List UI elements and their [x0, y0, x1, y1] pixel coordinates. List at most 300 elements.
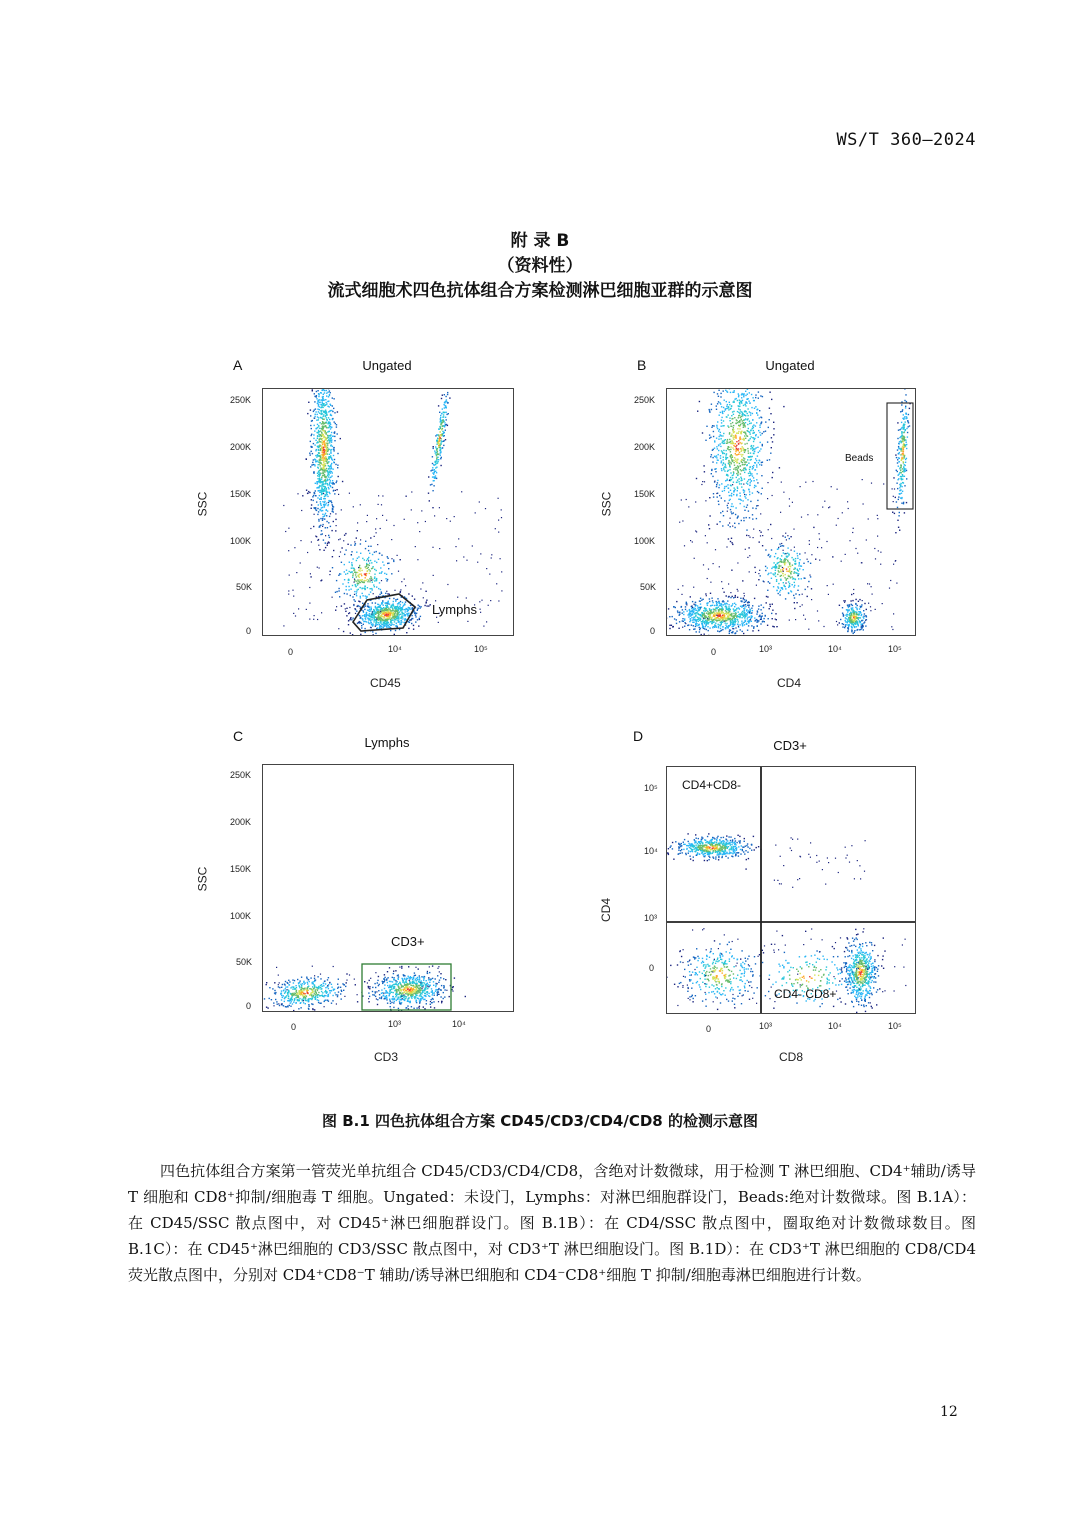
event-dot: [377, 611, 378, 612]
event-dot: [854, 630, 855, 631]
event-dot: [735, 461, 736, 462]
event-dot: [322, 400, 323, 401]
event-dot: [693, 587, 694, 588]
event-dot: [900, 483, 901, 484]
event-dot: [730, 446, 731, 447]
event-dot: [793, 529, 794, 530]
event-dot: [757, 505, 758, 506]
event-dot: [364, 609, 365, 610]
event-dot: [718, 450, 719, 451]
event-dot: [731, 511, 732, 512]
event-dot: [866, 539, 867, 540]
event-dot: [744, 510, 745, 511]
event-dot: [317, 438, 318, 439]
event-dot: [741, 601, 742, 602]
event-dot: [745, 391, 746, 392]
event-dot: [856, 608, 857, 609]
event-dot: [405, 585, 406, 586]
event-dot: [723, 420, 724, 421]
event-dot: [386, 591, 387, 592]
event-dot: [904, 455, 905, 456]
event-dot: [365, 580, 366, 581]
event-dot: [333, 461, 334, 462]
event-dot: [855, 624, 856, 625]
event-dot: [818, 620, 819, 621]
event-dot: [772, 604, 773, 605]
event-dot: [331, 410, 332, 411]
event-dot: [753, 441, 754, 442]
event-dot: [329, 454, 330, 455]
event-dot: [898, 448, 899, 449]
event-dot: [807, 514, 808, 515]
event-dot: [702, 481, 703, 482]
event-dot: [352, 585, 353, 586]
event-dot: [711, 618, 712, 619]
event-dot: [743, 622, 744, 623]
event-dot: [906, 478, 907, 479]
event-dot: [752, 466, 753, 467]
event-dot: [332, 597, 333, 598]
event-dot: [703, 465, 704, 466]
event-dot: [721, 462, 722, 463]
event-dot: [372, 579, 373, 580]
event-dot: [724, 443, 725, 444]
event-dot: [723, 592, 724, 593]
event-dot: [696, 623, 697, 624]
event-dot: [413, 629, 414, 630]
event-dot: [745, 464, 746, 465]
event-dot: [397, 619, 398, 620]
event-dot: [322, 533, 323, 534]
event-dot: [326, 402, 327, 403]
event-dot: [713, 436, 714, 437]
event-dot: [734, 465, 735, 466]
event-dot: [745, 404, 746, 405]
event-dot: [692, 607, 693, 608]
event-dot: [352, 596, 353, 597]
event-dot: [707, 611, 708, 612]
event-dot: [706, 613, 707, 614]
event-dot: [361, 627, 362, 628]
event-dot: [880, 552, 881, 553]
event-dot: [722, 588, 723, 589]
event-dot: [733, 469, 734, 470]
event-dot: [676, 601, 677, 602]
event-dot: [371, 617, 372, 618]
event-dot: [896, 583, 897, 584]
event-dot: [718, 504, 719, 505]
event-dot: [370, 546, 371, 547]
event-dot: [378, 495, 379, 496]
event-dot: [828, 507, 829, 508]
event-dot: [363, 612, 364, 613]
event-dot: [315, 411, 316, 412]
event-dot: [770, 555, 771, 556]
event-dot: [900, 448, 901, 449]
event-dot: [767, 625, 768, 626]
event-dot: [309, 587, 310, 588]
event-dot: [781, 561, 782, 562]
event-dot: [746, 507, 747, 508]
event-dot: [794, 602, 795, 603]
event-dot: [904, 427, 905, 428]
event-dot: [743, 610, 744, 611]
event-dot: [752, 507, 753, 508]
event-dot: [852, 611, 853, 612]
event-dot: [323, 493, 324, 494]
event-dot: [797, 555, 798, 556]
event-dot: [754, 485, 755, 486]
event-dot: [709, 528, 710, 529]
event-dot: [749, 494, 750, 495]
event-dot: [419, 606, 420, 607]
event-dot: [747, 448, 748, 449]
event-dot: [754, 620, 755, 621]
event-dot: [683, 611, 684, 612]
event-dot: [729, 465, 730, 466]
event-dot: [384, 614, 385, 615]
event-dot: [320, 473, 321, 474]
event-dot: [752, 492, 753, 493]
event-dot: [805, 589, 806, 590]
event-dot: [321, 442, 322, 443]
event-dot: [829, 506, 830, 507]
y-tick: 0: [650, 626, 656, 636]
event-dot: [709, 617, 710, 618]
event-dot: [726, 408, 727, 409]
event-dot: [423, 597, 424, 598]
event-dot: [901, 427, 902, 428]
event-dot: [778, 583, 779, 584]
event-dot: [325, 482, 326, 483]
event-dot: [390, 630, 391, 631]
event-dot: [859, 622, 860, 623]
event-dot: [415, 616, 416, 617]
event-dot: [426, 601, 427, 602]
event-dot: [313, 464, 314, 465]
event-dot: [369, 611, 370, 612]
event-dot: [732, 506, 733, 507]
event-dot: [357, 530, 358, 531]
event-dot: [849, 540, 850, 541]
event-dot: [783, 552, 784, 553]
event-dot: [318, 487, 319, 488]
event-dot: [760, 448, 761, 449]
event-dot: [727, 457, 728, 458]
doc-code: WS/T 360—2024: [836, 130, 976, 150]
event-dot: [332, 405, 333, 406]
event-dot: [382, 495, 383, 496]
event-dot: [430, 484, 431, 485]
event-dot: [742, 631, 743, 632]
event-dot: [732, 461, 733, 462]
event-dot: [895, 561, 896, 562]
event-dot: [500, 558, 501, 559]
event-dot: [352, 577, 353, 578]
event-dot: [734, 457, 735, 458]
event-dot: [732, 544, 733, 545]
event-dot: [774, 566, 775, 567]
event-dot: [321, 477, 322, 478]
event-dot: [375, 626, 376, 627]
event-dot: [311, 451, 312, 452]
event-dot: [710, 582, 711, 583]
event-dot: [735, 459, 736, 460]
event-dot: [397, 618, 398, 619]
event-dot: [374, 561, 375, 562]
event-dot: [716, 493, 717, 494]
event-dot: [790, 590, 791, 591]
event-dot: [349, 562, 350, 563]
event-dot: [708, 612, 709, 613]
event-dot: [329, 423, 330, 424]
event-dot: [390, 607, 391, 608]
event-dot: [877, 518, 878, 519]
event-dot: [730, 518, 731, 519]
event-dot: [384, 623, 385, 624]
event-dot: [851, 622, 852, 623]
event-dot: [827, 585, 828, 586]
event-dot: [317, 401, 318, 402]
event-dot: [693, 612, 694, 613]
event-dot: [721, 617, 722, 618]
event-dot: [445, 412, 446, 413]
event-dot: [903, 432, 904, 433]
event-dot: [852, 609, 853, 610]
event-dot: [328, 522, 329, 523]
event-dot: [312, 390, 313, 391]
event-dot: [316, 456, 317, 457]
event-dot: [439, 426, 440, 427]
event-dot: [747, 630, 748, 631]
event-dot: [743, 393, 744, 394]
event-dot: [701, 600, 702, 601]
event-dot: [366, 568, 367, 569]
event-dot: [713, 615, 714, 616]
event-dot: [669, 628, 670, 629]
event-dot: [799, 553, 800, 554]
x-tick: 0: [711, 647, 717, 657]
event-dot: [897, 479, 898, 480]
event-dot: [735, 595, 736, 596]
event-dot: [695, 613, 696, 614]
event-dot: [335, 519, 336, 520]
event-dot: [746, 535, 747, 536]
event-dot: [790, 536, 791, 537]
event-dot: [789, 563, 790, 564]
event-dot: [376, 518, 377, 519]
event-dot: [735, 597, 736, 598]
event-dot: [722, 629, 723, 630]
event-dot: [396, 623, 397, 624]
event-dot: [309, 492, 310, 493]
event-dot: [902, 475, 903, 476]
event-dot: [850, 600, 851, 601]
event-dot: [329, 574, 330, 575]
event-dot: [315, 490, 316, 491]
event-dot: [712, 450, 713, 451]
event-dot: [903, 428, 904, 429]
event-dot: [733, 460, 734, 461]
event-dot: [393, 612, 394, 613]
event-dot: [753, 424, 754, 425]
event-dot: [331, 1003, 332, 1004]
x-axis-title: CD4: [777, 676, 802, 690]
event-dot: [728, 449, 729, 450]
event-dot: [753, 453, 754, 454]
event-dot: [309, 619, 310, 620]
event-dot: [481, 600, 482, 601]
event-dot: [322, 413, 323, 414]
event-dot: [768, 581, 769, 582]
event-dot: [745, 606, 746, 607]
event-dot: [739, 608, 740, 609]
event-dot: [368, 606, 369, 607]
event-dot: [324, 514, 325, 515]
event-dot: [768, 529, 769, 530]
event-dot: [328, 465, 329, 466]
event-dot: [718, 609, 719, 610]
event-dot: [792, 576, 793, 577]
event-dot: [739, 428, 740, 429]
event-dot: [323, 504, 324, 505]
event-dot: [325, 498, 326, 499]
event-dot: [433, 448, 434, 449]
event-dot: [716, 627, 717, 628]
event-dot: [790, 577, 791, 578]
event-dot: [479, 501, 480, 502]
event-dot: [326, 417, 327, 418]
event-dot: [328, 427, 329, 428]
event-dot: [899, 484, 900, 485]
y-axis-title: SSC: [599, 491, 614, 517]
event-dot: [742, 624, 743, 625]
event-dot: [730, 392, 731, 393]
event-dot: [777, 558, 778, 559]
event-dot: [729, 633, 730, 634]
event-dot: [899, 452, 900, 453]
event-dot: [443, 412, 444, 413]
event-dot: [326, 414, 327, 415]
event-dot: [795, 558, 796, 559]
event-dot: [779, 568, 780, 569]
event-dot: [845, 626, 846, 627]
event-dot: [381, 580, 382, 581]
event-dot: [344, 603, 345, 604]
event-dot: [359, 577, 360, 578]
event-dot: [344, 554, 345, 555]
event-dot: [686, 610, 687, 611]
event-dot: [685, 623, 686, 624]
event-dot: [785, 588, 786, 589]
event-dot: [870, 606, 871, 607]
event-dot: [723, 390, 724, 391]
event-dot: [762, 444, 763, 445]
event-dot: [697, 610, 698, 611]
event-dot: [747, 617, 748, 618]
event-dot: [749, 608, 750, 609]
event-dot: [900, 470, 901, 471]
event-dot: [461, 491, 462, 492]
appendix-nature: （资料性）: [497, 256, 583, 276]
event-dot: [392, 607, 393, 608]
event-dot: [716, 608, 717, 609]
event-dot: [367, 579, 368, 580]
event-dot: [385, 593, 386, 594]
event-dot: [712, 612, 713, 613]
event-dot: [780, 565, 781, 566]
event-dot: [892, 629, 893, 630]
event-dot: [712, 621, 713, 622]
event-dot: [745, 549, 746, 550]
event-dot: [322, 450, 323, 451]
event-dot: [400, 610, 401, 611]
event-dot: [769, 583, 770, 584]
event-dot: [754, 408, 755, 409]
event-dot: [336, 482, 337, 483]
event-dot: [727, 609, 728, 610]
event-dot: [337, 411, 338, 412]
event-dot: [322, 507, 323, 508]
event-dot: [411, 619, 412, 620]
event-dot: [315, 455, 316, 456]
event-dot: [755, 469, 756, 470]
event-dot: [434, 465, 435, 466]
event-dot: [733, 435, 734, 436]
event-dot: [717, 612, 718, 613]
event-dot: [417, 619, 418, 620]
event-dot: [328, 437, 329, 438]
event-dot: [781, 559, 782, 560]
plot-title: Ungated: [765, 358, 815, 373]
event-dot: [381, 504, 382, 505]
event-dot: [894, 488, 895, 489]
event-dot: [312, 420, 313, 421]
event-dot: [322, 440, 323, 441]
event-dot: [489, 574, 490, 575]
event-dot: [787, 547, 788, 548]
event-dot: [378, 614, 379, 615]
event-dot: [322, 510, 323, 511]
event-dot: [707, 578, 708, 579]
event-dot: [738, 425, 739, 426]
event-dot: [440, 442, 441, 443]
event-dot: [901, 498, 902, 499]
event-dot: [899, 429, 900, 430]
event-dot: [351, 564, 352, 565]
event-dot: [379, 553, 380, 554]
event-dot: [779, 467, 780, 468]
event-dot: [723, 469, 724, 470]
event-dot: [314, 417, 315, 418]
event-dot: [360, 568, 361, 569]
event-dot: [320, 459, 321, 460]
event-dot: [822, 507, 823, 508]
event-dot: [749, 537, 750, 538]
event-dot: [758, 437, 759, 438]
event-dot: [809, 540, 810, 541]
event-dot: [319, 495, 320, 496]
event-dot: [434, 472, 435, 473]
event-dot: [749, 402, 750, 403]
event-dot: [867, 583, 868, 584]
event-dot: [695, 501, 696, 502]
event-dot: [694, 609, 695, 610]
event-dot: [721, 435, 722, 436]
event-dot: [851, 604, 852, 605]
event-dot: [851, 631, 852, 632]
event-dot: [328, 396, 329, 397]
